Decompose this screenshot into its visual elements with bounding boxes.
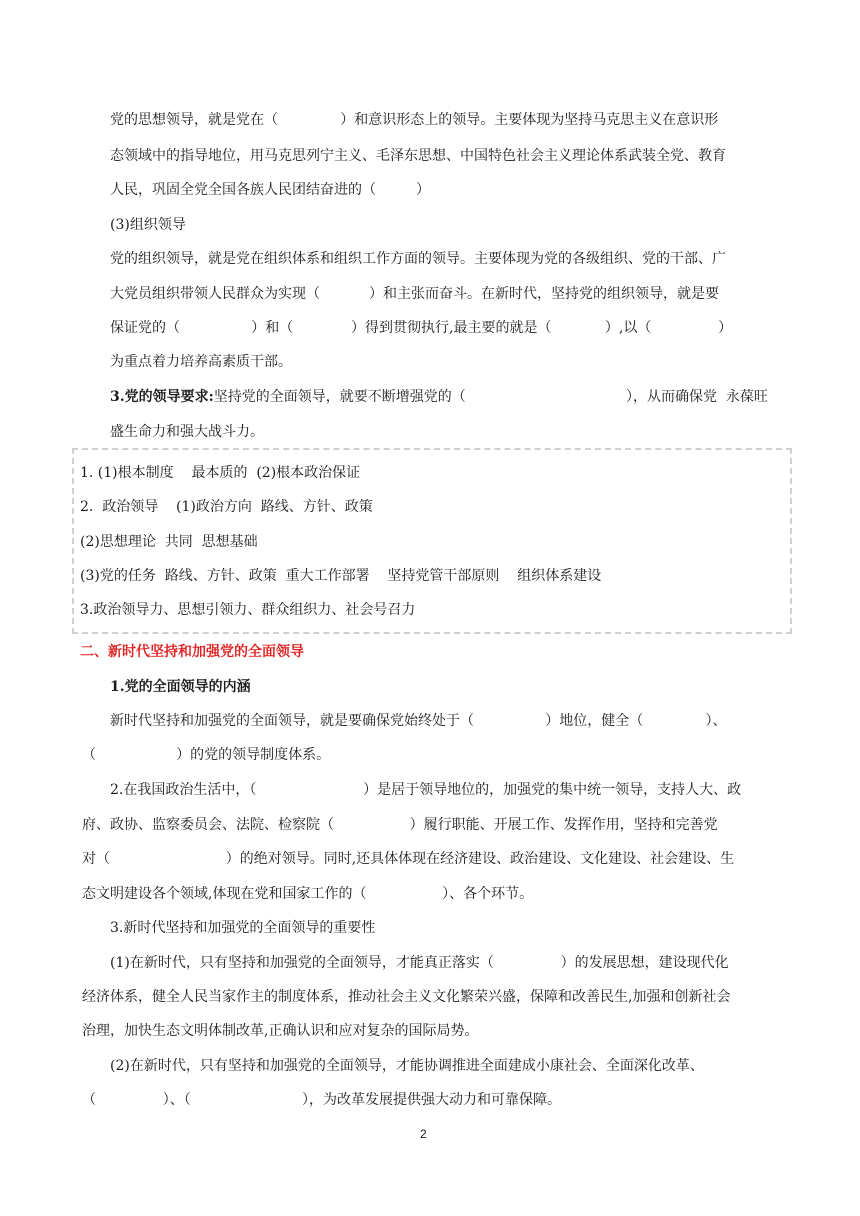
part2-p3-line-2: 经济体系，健全人民当家作主的制度体系，推动社会主义文化繁荣兴盛，保障和改善民生,加强和创新社会 — [82, 989, 731, 1005]
answer-line-2: 2. 政治领导 (1)政治方向 路线、方针、政策 — [80, 499, 373, 515]
answer-line-5: 3.政治领导力、思想引领力、群众组织力、社会号召力 — [80, 602, 416, 618]
organization-line-4: 为重点着力培养高素质干部。 — [110, 354, 292, 370]
organization-line-3: 保证党的（ ）和（ ）得到贯彻执行,最主要的就是（ ）,以（ ） — [110, 320, 733, 336]
answer-line-3: (2)思想理论 共同 思想基础 — [80, 534, 258, 550]
part2-p2-line-3: 对（ ）的绝对领导。同时,还具体体现在经济建设、政治建设、文化建设、社会建设、生 — [82, 851, 735, 867]
part2-p3-line-3: 治理，加快生态文明体制改革,正确认识和应对复杂的国际局势。 — [82, 1023, 479, 1039]
part2-p2-line-4: 态文明建设各个领域,体现在党和国家工作的（ ）、各个环节。 — [82, 886, 534, 902]
ideology-line-3: 人民，巩固全党全国各族人民团结奋进的（ ） — [110, 182, 431, 198]
part2-p2-line-1: 2.在我国政治生活中，（ ）是居于领导地位的，加强党的集中统一领导，支持人大、政 — [110, 782, 742, 798]
ideology-line-2: 态领域中的指导地位，用马克思列宁主义、毛泽东思想、中国特色社会主义理论体系武装全党、教育 — [110, 148, 726, 164]
organization-line-2: 大党员组织带领人民群众为实现（ ）和主张而奋斗。在新时代，坚持党的组织领导，就是要 — [110, 286, 719, 302]
part2-sub1: 1.党的全面领导的内涵 — [110, 679, 251, 695]
page-number: 2 — [420, 1127, 427, 1141]
answer-line-1: 1. (1)根本制度 最本质的 (2)根本政治保证 — [80, 465, 361, 481]
part2-p1-line-1: 新时代坚持和加强党的全面领导，就是要确保党始终处于（ ）地位，健全（ ）、 — [110, 713, 727, 729]
requirements-text: 坚持党的全面领导，就要不断增强党的（ ），从而确保党 永葆旺 — [213, 389, 768, 405]
part2-p4-line-2: （ ）、（ ），为改革发展提供强大动力和可靠保障。 — [82, 1092, 562, 1108]
part2-p4-line-1: (2)在新时代，只有坚持和加强党的全面领导，才能协调推进全面建成小康社会、全面深化改革、 — [110, 1058, 704, 1074]
part2-p3-line-1: (1)在新时代，只有坚持和加强党的全面领导，才能真正落实（ ）的发展思想，建设现代化 — [110, 955, 729, 971]
organization-heading: (3)组织领导 — [110, 217, 186, 233]
requirements-label: 3.党的领导要求: — [110, 389, 214, 405]
organization-line-1: 党的组织领导，就是党在组织体系和组织工作方面的领导。主要体现为党的各级组织、党的干部、广 — [110, 251, 726, 267]
requirements-line-2: 盛生命力和强大战斗力。 — [110, 424, 264, 440]
part2-p2-line-2: 府、政协、监察委员会、法院、检察院（ ）履行职能、开展工作、发挥作用，坚持和完善党 — [82, 817, 718, 833]
ideology-line-1: 党的思想领导，就是党在（ ）和意识形态上的领导。主要体现为坚持马克思主义在意识形 — [110, 112, 719, 128]
part2-p1-line-2: （ ）的党的领导制度体系。 — [82, 747, 331, 763]
part2-heading: 二、新时代坚持和加强党的全面领导 — [80, 644, 304, 660]
requirements-line-1 — [110, 387, 768, 407]
part2-p3-heading: 3.新时代坚持和加强党的全面领导的重要性 — [110, 920, 376, 936]
answer-line-4: (3)党的任务 路线、方针、政策 重大工作部署 坚持党管干部原则 组织体系建设 — [80, 568, 602, 584]
